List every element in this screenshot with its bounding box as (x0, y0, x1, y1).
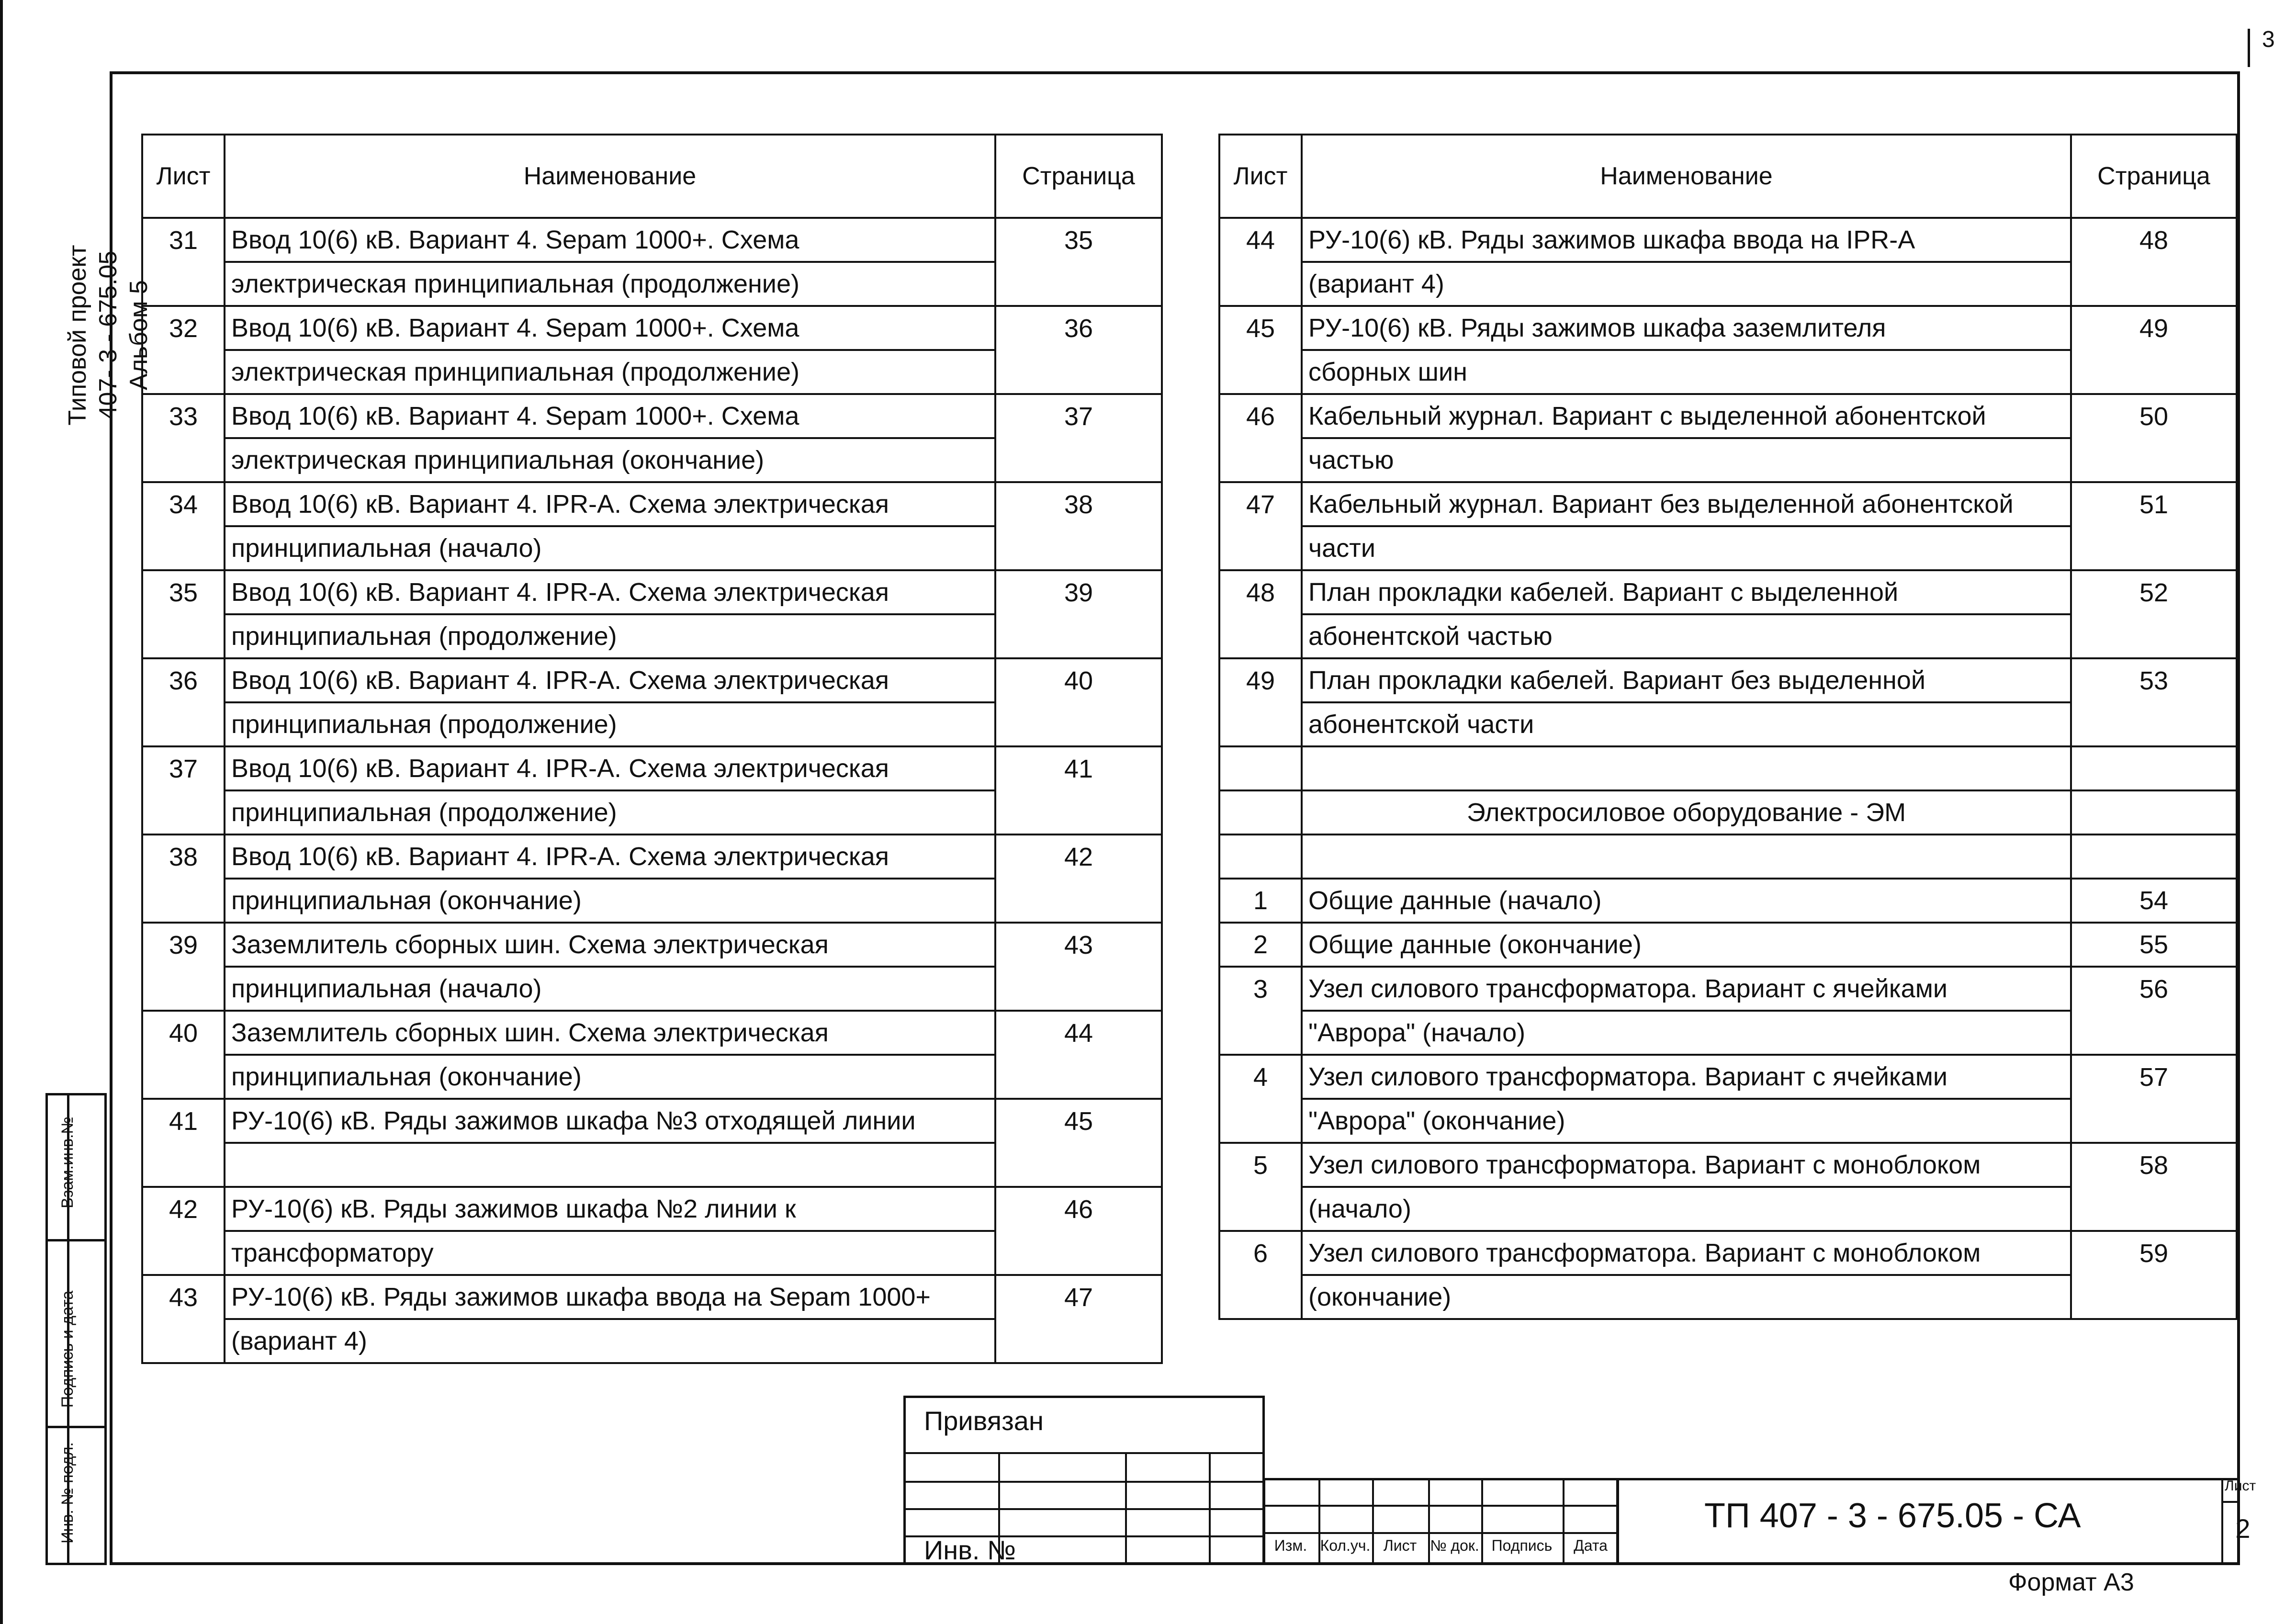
name-cell-continued: абонентской частью (1302, 614, 2071, 658)
page-cell (995, 702, 1162, 746)
name-cell: Ввод 10(6) кВ. Вариант 4. Sepam 1000+. Схема (225, 394, 995, 438)
page-cell: 47 (995, 1275, 1162, 1319)
name-cell: Ввод 10(6) кВ. Вариант 4. Sepam 1000+. Схема (225, 218, 995, 262)
sheet-number-cell (142, 702, 225, 746)
page-cell: 36 (995, 306, 1162, 350)
sheet-number: 2 (2235, 1513, 2251, 1544)
table-row-continuation (142, 879, 1162, 923)
sheet-number-cell (1219, 1187, 1302, 1231)
revision-column-label: Изм. (1274, 1537, 1307, 1554)
sheet-number-cell (1219, 1275, 1302, 1319)
table-row-continuation (142, 1143, 1162, 1187)
name-cell: Кабельный журнал. Вариант с выделенной абонентской (1302, 394, 2071, 438)
name-cell-continued: принципиальная (окончание) (225, 879, 995, 923)
sheet-number-cell (1219, 262, 1302, 306)
name-cell: РУ-10(6) кВ. Ряды зажимов шкафа заземлителя (1302, 306, 2071, 350)
bound-label: Привязан (924, 1406, 1044, 1436)
sheet-number-cell (142, 879, 225, 923)
name-cell: Ввод 10(6) кВ. Вариант 4. IPR-A. Схема электрическая (225, 746, 995, 790)
sheet-number-cell: 1 (1219, 879, 1302, 923)
sheet-number-cell: 42 (142, 1187, 225, 1231)
revision-column-label: Подпись (1491, 1537, 1553, 1554)
name-cell-continued: принципиальная (продолжение) (225, 614, 995, 658)
sheet-number-cell (142, 438, 225, 482)
table-row-continuation (142, 438, 1162, 482)
stamp-divider-1 (48, 1239, 104, 1241)
name-cell: РУ-10(6) кВ. Ряды зажимов шкафа №2 линии к (225, 1187, 995, 1231)
sheet-number-cell: 40 (142, 1011, 225, 1055)
sheet-cell-hline (2221, 1501, 2240, 1503)
page-cell: 52 (2071, 570, 2237, 614)
table-row-continuation (1219, 702, 2237, 746)
table-row (1219, 923, 2237, 967)
sheet-number-cell: 33 (142, 394, 225, 438)
table-row-continuation (142, 1319, 1162, 1363)
table-header-row (142, 135, 1162, 218)
page-cell: 37 (995, 394, 1162, 438)
table-row (1219, 394, 2237, 438)
sheet-number-cell (142, 614, 225, 658)
sheet-number-cell (142, 262, 225, 306)
sheet-number-cell (1219, 1011, 1302, 1055)
sheet-number-cell (142, 1231, 225, 1275)
table-row-empty (1219, 835, 2237, 879)
stamp-label-original-inv: Инв. № подл. (58, 1442, 77, 1544)
page-cell (2071, 1011, 2237, 1055)
name-cell: Кабельный журнал. Вариант без выделенной абонентской (1302, 482, 2071, 526)
page-cell: 53 (2071, 658, 2237, 702)
project-title-line2: 407- 3 - 675.05 (94, 250, 122, 420)
page-cell (2071, 614, 2237, 658)
name-cell-continued: принципиальная (начало) (225, 967, 995, 1011)
project-title-line1: Типовой проект (64, 245, 91, 426)
empty-cell (2071, 835, 2237, 879)
table-row-continuation (1219, 1187, 2237, 1231)
table-row (1219, 306, 2237, 350)
page-cell: 58 (2071, 1143, 2237, 1187)
sheet-number-cell (1219, 526, 1302, 570)
name-cell: РУ-10(6) кВ. Ряды зажимов шкафа ввода на Sepam 1000+ (225, 1275, 995, 1319)
page-cell: 35 (995, 218, 1162, 262)
name-cell-continued: "Аврора" (окончание) (1302, 1099, 2071, 1143)
table-row-continuation (142, 1055, 1162, 1099)
document-code: ТП 407 - 3 - 675.05 - СА (1704, 1497, 2081, 1535)
name-cell-continued: "Аврора" (начало) (1302, 1011, 2071, 1055)
table-row (1219, 1143, 2237, 1187)
page-cell (995, 438, 1162, 482)
sheet-number-cell (1219, 702, 1302, 746)
page-cell: 42 (995, 835, 1162, 879)
sheet-number-cell: 34 (142, 482, 225, 526)
sheet-number-cell (1219, 350, 1302, 394)
page-cell (2071, 262, 2237, 306)
page-cell: 39 (995, 570, 1162, 614)
sheet-number-cell: 3 (1219, 967, 1302, 1011)
name-cell-continued: (окончание) (1302, 1275, 2071, 1319)
table-row (1219, 1055, 2237, 1099)
revision-column-label: Дата (1574, 1537, 1608, 1554)
rev-hline-1 (1263, 1505, 1619, 1507)
name-cell-continued: абонентской части (1302, 702, 2071, 746)
name-cell: Узел силового трансформатора. Вариант с моноблоком (1302, 1231, 2071, 1275)
name-cell: Ввод 10(6) кВ. Вариант 4. Sepam 1000+. Схема (225, 306, 995, 350)
contents-left-body (142, 218, 1162, 1363)
page-cell (995, 614, 1162, 658)
page-cell: 44 (995, 1011, 1162, 1055)
page-cell (995, 350, 1162, 394)
name-cell-continued: (вариант 4) (1302, 262, 2071, 306)
table-row (142, 482, 1162, 526)
name-cell: Узел силового трансформатора. Вариант с ячейками (1302, 1055, 2071, 1099)
name-cell-continued: части (1302, 526, 2071, 570)
page-cell: 46 (995, 1187, 1162, 1231)
page-cell: 41 (995, 746, 1162, 790)
page-cell (2071, 1275, 2237, 1319)
name-cell: РУ-10(6) кВ. Ряды зажимов шкафа №3 отходящей линии (225, 1099, 995, 1143)
name-cell-continued: электрическая принципиальная (окончание) (225, 438, 995, 482)
page-cell: 43 (995, 923, 1162, 967)
table-row (142, 1187, 1162, 1231)
name-cell-continued: принципиальная (продолжение) (225, 790, 995, 835)
page-cell (995, 790, 1162, 835)
empty-cell (1219, 790, 1302, 835)
sheet-number-cell: 37 (142, 746, 225, 790)
name-cell-continued (225, 1143, 995, 1187)
empty-cell (1219, 746, 1302, 790)
page-cell: 50 (2071, 394, 2237, 438)
name-cell-continued: частью (1302, 438, 2071, 482)
table-row (142, 746, 1162, 790)
name-cell-continued: (вариант 4) (225, 1319, 995, 1363)
sheet-number-cell: 43 (142, 1275, 225, 1319)
name-cell-continued: (начало) (1302, 1187, 2071, 1231)
page-cell (995, 1143, 1162, 1187)
table-row-continuation (142, 702, 1162, 746)
sheet-number-cell: 39 (142, 923, 225, 967)
sheet-number-cell (142, 790, 225, 835)
name-cell: Заземлитель сборных шин. Схема электрическая (225, 1011, 995, 1055)
page-cell: 49 (2071, 306, 2237, 350)
tb-vline-3 (1209, 1452, 1211, 1565)
sheet-number-cell: 31 (142, 218, 225, 262)
page-cell (995, 1319, 1162, 1363)
table-row (142, 1275, 1162, 1319)
page-cell: 55 (2071, 923, 2237, 967)
header-sheet: Лист (142, 135, 225, 218)
page-cell (995, 1055, 1162, 1099)
name-cell: Узел силового трансформатора. Вариант с моноблоком (1302, 1143, 2071, 1187)
revision-column-label: Лист (1383, 1537, 1417, 1554)
table-row (142, 570, 1162, 614)
sheet-number-cell: 2 (1219, 923, 1302, 967)
name-cell: РУ-10(6) кВ. Ряды зажимов шкафа ввода на IPR-A (1302, 218, 2071, 262)
table-row (1219, 879, 2237, 923)
table-row-empty (1219, 746, 2237, 790)
sheet-cell-divider (2221, 1478, 2223, 1565)
header-page: Страница (995, 135, 1162, 218)
section-title: Электросиловое оборудование - ЭМ (1302, 790, 2071, 835)
sheet-number-cell: 44 (1219, 218, 1302, 262)
table-row-continuation (142, 1231, 1162, 1275)
page-cell: 59 (2071, 1231, 2237, 1275)
table-row-continuation (142, 350, 1162, 394)
table-row-continuation (1219, 526, 2237, 570)
name-cell: Ввод 10(6) кВ. Вариант 4. IPR-A. Схема электрическая (225, 835, 995, 879)
table-row-continuation (142, 526, 1162, 570)
table-row (1219, 658, 2237, 702)
name-cell: План прокладки кабелей. Вариант с выделенной (1302, 570, 2071, 614)
sheet-number-cell: 35 (142, 570, 225, 614)
name-cell: Ввод 10(6) кВ. Вариант 4. IPR-A. Схема электрическая (225, 570, 995, 614)
sheet-number-cell: 47 (1219, 482, 1302, 526)
stamp-label-signature-date: Подпись и дата (58, 1290, 77, 1408)
sheet-number-cell: 32 (142, 306, 225, 350)
sheet-number-cell: 45 (1219, 306, 1302, 350)
name-cell: Общие данные (начало) (1302, 879, 2071, 923)
table-row-continuation (1219, 1099, 2237, 1143)
name-cell-continued: принципиальная (окончание) (225, 1055, 995, 1099)
sheet-number-cell (142, 1319, 225, 1363)
name-cell: Узел силового трансформатора. Вариант с ячейками (1302, 967, 2071, 1011)
page-cell: 56 (2071, 967, 2237, 1011)
table-row-continuation (1219, 262, 2237, 306)
section-heading-row (1219, 790, 2237, 835)
sheet-number-cell: 38 (142, 835, 225, 879)
name-cell-continued: принципиальная (продолжение) (225, 702, 995, 746)
sheet-number-cell (142, 526, 225, 570)
contents-table-left (141, 134, 1163, 1364)
table-row-continuation (142, 614, 1162, 658)
table-row-continuation (1219, 1011, 2237, 1055)
sheet-label: Лист (2225, 1478, 2256, 1494)
paper-format: Формат А3 (2008, 1568, 2134, 1596)
table-row (142, 923, 1162, 967)
page-cell (995, 1231, 1162, 1275)
approval-stamp-column (45, 1093, 107, 1565)
project-title-vertical (62, 215, 154, 455)
sheet-number-cell: 48 (1219, 570, 1302, 614)
empty-cell (1219, 835, 1302, 879)
page-cell (995, 262, 1162, 306)
contents-table-right (1218, 134, 2238, 1320)
name-cell-continued: электрическая принципиальная (продолжение) (225, 262, 995, 306)
header-name: Наименование (1302, 135, 2071, 218)
sheet-number-cell (1219, 1099, 1302, 1143)
revision-column-label: Кол.уч. (1320, 1537, 1371, 1554)
header-name: Наименование (225, 135, 995, 218)
page-cell (2071, 438, 2237, 482)
empty-cell (2071, 746, 2237, 790)
name-cell: Общие данные (окончание) (1302, 923, 2071, 967)
page-cell: 45 (995, 1099, 1162, 1143)
page-cell (995, 967, 1162, 1011)
page-cell: 48 (2071, 218, 2237, 262)
header-sheet: Лист (1219, 135, 1302, 218)
sheet-number-cell (142, 1143, 225, 1187)
table-row (1219, 1231, 2237, 1275)
table-row-continuation (1219, 1275, 2237, 1319)
page-number-divider (2248, 29, 2250, 67)
rev-hline-2 (1263, 1532, 1619, 1534)
sheet-number-cell: 36 (142, 658, 225, 702)
table-row (142, 1011, 1162, 1055)
table-row (142, 394, 1162, 438)
project-title-line3: Альбом 5 (125, 280, 153, 390)
name-cell: План прокладки кабелей. Вариант без выделенной (1302, 658, 2071, 702)
table-row (142, 658, 1162, 702)
table-row (142, 306, 1162, 350)
page-cell (995, 526, 1162, 570)
name-cell: Ввод 10(6) кВ. Вариант 4. IPR-A. Схема электрическая (225, 658, 995, 702)
sheet-number-cell (142, 1055, 225, 1099)
contents-right-body (1219, 218, 2237, 1319)
sheet-number-cell: 49 (1219, 658, 1302, 702)
empty-cell (1302, 746, 2071, 790)
sheet-number-cell (1219, 614, 1302, 658)
header-page: Страница (2071, 135, 2237, 218)
table-row-continuation (142, 790, 1162, 835)
empty-cell (1302, 835, 2071, 879)
sheet-number-cell: 5 (1219, 1143, 1302, 1187)
table-row (142, 835, 1162, 879)
tb-vline-2 (1125, 1452, 1127, 1565)
page-number-top: 3 (2262, 27, 2275, 52)
page-cell: 51 (2071, 482, 2237, 526)
stamp-label-replacement-inv: Взам.инв.№ (58, 1116, 77, 1208)
sheet-number-cell: 4 (1219, 1055, 1302, 1099)
table-row-continuation (142, 262, 1162, 306)
sheet-number-cell: 41 (142, 1099, 225, 1143)
page-cell (2071, 526, 2237, 570)
page-cell: 57 (2071, 1055, 2237, 1099)
table-row (1219, 218, 2237, 262)
sheet-number-cell (142, 967, 225, 1011)
inv-label: Инв. № (924, 1535, 1016, 1565)
name-cell-continued: принципиальная (начало) (225, 526, 995, 570)
table-row-continuation (1219, 438, 2237, 482)
table-row-continuation (1219, 350, 2237, 394)
table-row (142, 218, 1162, 262)
name-cell-continued: трансформатору (225, 1231, 995, 1275)
table-row (1219, 570, 2237, 614)
page-cell (2071, 1187, 2237, 1231)
page-cell (995, 879, 1162, 923)
page-cell: 40 (995, 658, 1162, 702)
table-row (1219, 482, 2237, 526)
name-cell: Заземлитель сборных шин. Схема электрическая (225, 923, 995, 967)
name-cell-continued: сборных шин (1302, 350, 2071, 394)
empty-cell (2071, 790, 2237, 835)
name-cell-continued: электрическая принципиальная (продолжение) (225, 350, 995, 394)
page-cell: 38 (995, 482, 1162, 526)
table-row (1219, 967, 2237, 1011)
name-cell: Ввод 10(6) кВ. Вариант 4. IPR-A. Схема электрическая (225, 482, 995, 526)
table-header-row (1219, 135, 2237, 218)
table-row (142, 1099, 1162, 1143)
page-cell (2071, 1099, 2237, 1143)
sheet-left-edge (0, 0, 3, 1624)
page-cell (2071, 702, 2237, 746)
table-row-continuation (142, 967, 1162, 1011)
sheet-number-cell: 46 (1219, 394, 1302, 438)
revision-column-label: № док. (1430, 1537, 1479, 1554)
sheet-number-cell (142, 350, 225, 394)
sheet-number-cell: 6 (1219, 1231, 1302, 1275)
page-cell: 54 (2071, 879, 2237, 923)
table-row-continuation (1219, 614, 2237, 658)
sheet-number-cell (1219, 438, 1302, 482)
page-cell (2071, 350, 2237, 394)
